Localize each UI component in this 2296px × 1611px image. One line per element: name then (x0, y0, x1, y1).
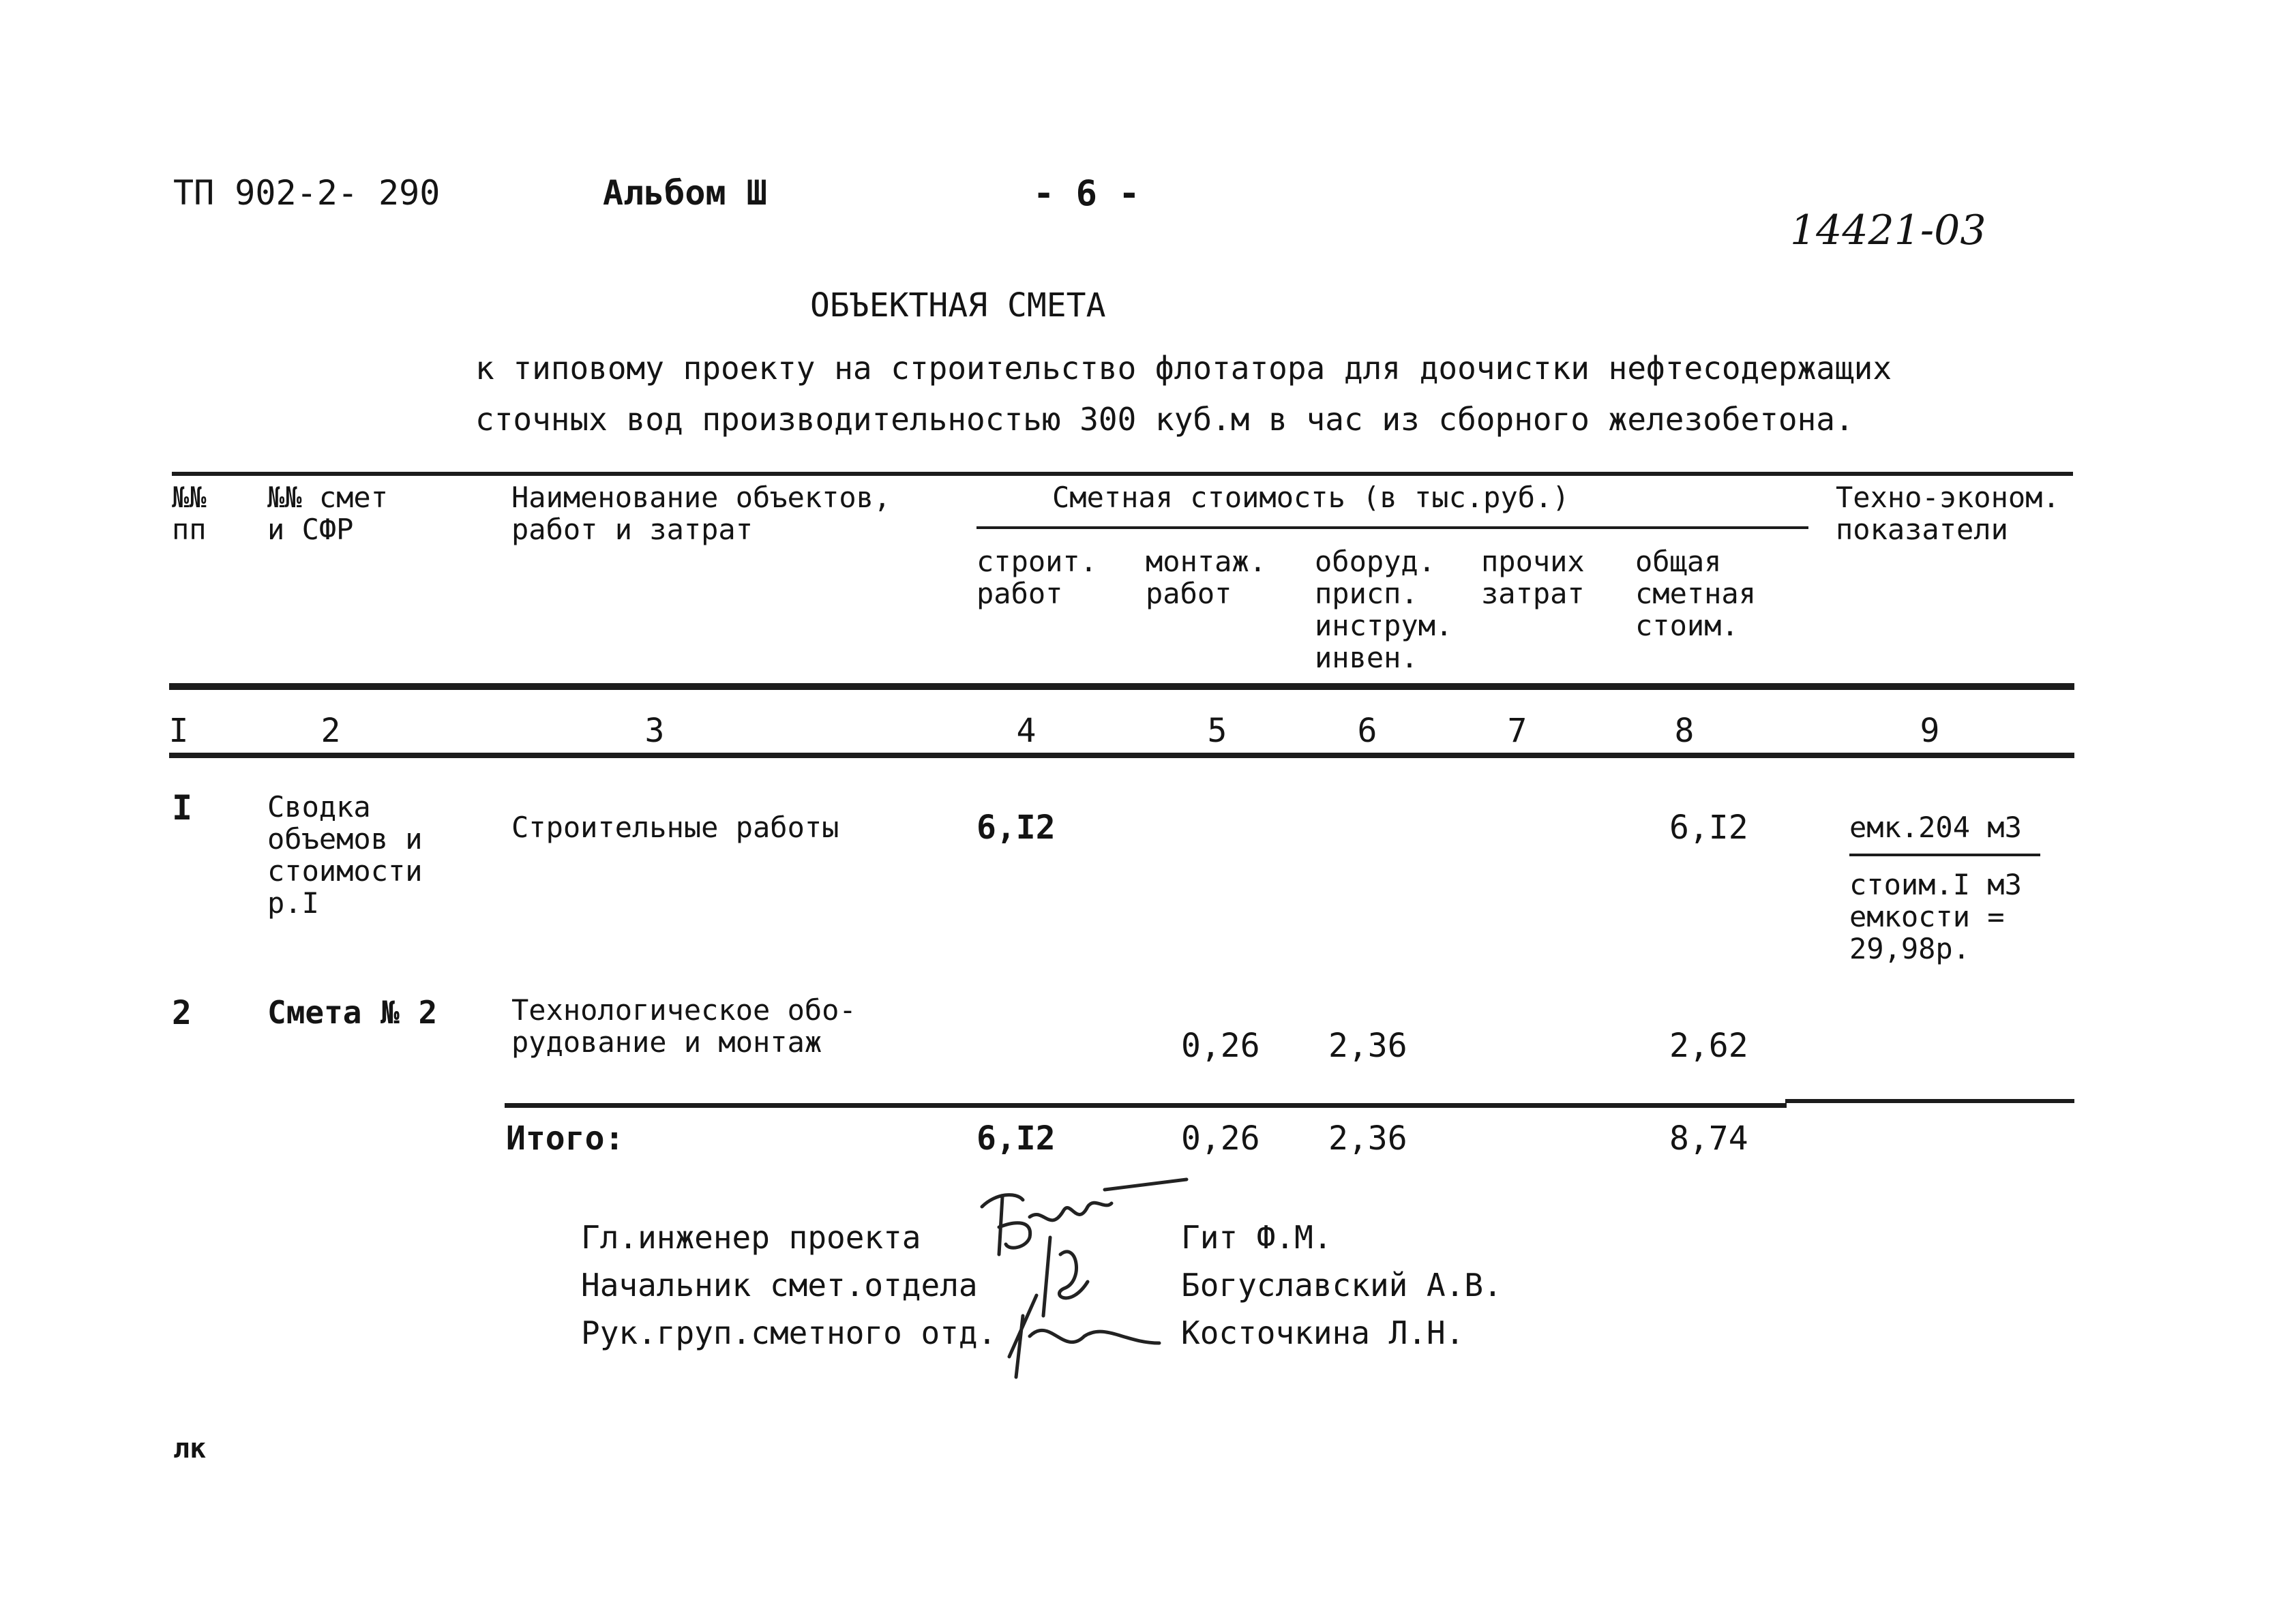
table-row-2-name: Технологическое обо- рудование и монтаж (511, 993, 856, 1059)
header-col6: оборуд. присп. инструм. инвен. (1315, 545, 1453, 674)
header-bottom-rule (169, 683, 2074, 690)
colnum-8: 8 (1674, 712, 1695, 750)
header-col9: Техно-эконом. показатели (1836, 481, 2060, 546)
totals-installation: 0,26 (1181, 1119, 1260, 1158)
footer-mark: лк (173, 1433, 207, 1464)
header-col2: №№ смет и СФР (267, 481, 389, 546)
totals-rule-right (1785, 1099, 2074, 1103)
table-top-rule (172, 472, 2073, 476)
table-row-2-equipment: 2,36 (1328, 1027, 1407, 1065)
table-row-1-num: I (172, 788, 193, 828)
table-row-1-name: Строительные работы (511, 811, 839, 844)
colnum-5: 5 (1207, 712, 1227, 750)
table-row-1-total: 6,I2 (1669, 809, 1748, 847)
colnum-6: 6 (1357, 712, 1377, 750)
colnum-7: 7 (1507, 712, 1527, 750)
handwritten-signatures (968, 1179, 1193, 1384)
signature-names: Гит Ф.М. Богуславский А.В. Косточкина Л.Н. (1181, 1219, 1502, 1351)
table-row-1-indicators: стоим.I м3 емкости = 29,98р. (1849, 868, 2022, 965)
page-number: - 6 - (1033, 173, 1140, 214)
table-row-2-installation: 0,26 (1181, 1027, 1260, 1065)
totals-equipment: 2,36 (1328, 1119, 1407, 1158)
album-label: Альбом Ш (603, 173, 767, 213)
table-row-2-total: 2,62 (1669, 1027, 1748, 1065)
colnum-2: 2 (320, 712, 341, 750)
cost-group-rule (976, 526, 1808, 529)
totals-label: Итого: (506, 1119, 625, 1158)
colnum-9: 9 (1920, 712, 1940, 750)
table-row-1-construction: 6,I2 (976, 809, 1056, 847)
indicator-divider (1849, 854, 2040, 856)
totals-rule (505, 1103, 1787, 1108)
colnum-bottom-rule (169, 753, 2074, 758)
table-row-2-num: 2 (172, 994, 192, 1032)
title-line-1: к типовому проекту на строительство флотатора для доочистки нефтесодержащих (475, 350, 1892, 387)
header-col3: Наименование объектов, работ и затрат (511, 481, 891, 546)
header-col5: монтаж. работ (1146, 545, 1267, 610)
header-col4: строит. работ (976, 545, 1098, 610)
header-col7: прочих затрат (1481, 545, 1585, 610)
totals-total: 8,74 (1669, 1119, 1748, 1158)
doc-code: ТП 902-2- 290 (173, 173, 441, 213)
header-col1: №№ пп (172, 481, 207, 546)
colnum-4: 4 (1016, 712, 1037, 750)
title-line-2: сточных вод производительностью 300 куб.м в час из сборного железобетона. (475, 401, 1854, 438)
totals-construction: 6,I2 (976, 1119, 1056, 1158)
table-row-1-estimate: Сводка объемов и стоимости р.I (267, 790, 423, 920)
signature-positions: Гл.инженер проекта Начальник смет.отдела Рук.груп.сметного отд. (581, 1219, 997, 1351)
table-row-1-indicator-1: емк.204 м3 (1849, 811, 2022, 844)
document-heading: ОБЪЕКТНАЯ СМЕТА (810, 286, 1106, 325)
header-col8: общая сметная стоим. (1635, 545, 1757, 642)
colnum-1: I (168, 712, 189, 750)
colnum-3: 3 (644, 712, 665, 750)
table-row-2-estimate: Смета № 2 (267, 994, 438, 1031)
header-cost-group: Сметная стоимость (в тыс.руб.) (1052, 481, 1570, 514)
inventory-number: 14421-03 (1790, 207, 1986, 254)
